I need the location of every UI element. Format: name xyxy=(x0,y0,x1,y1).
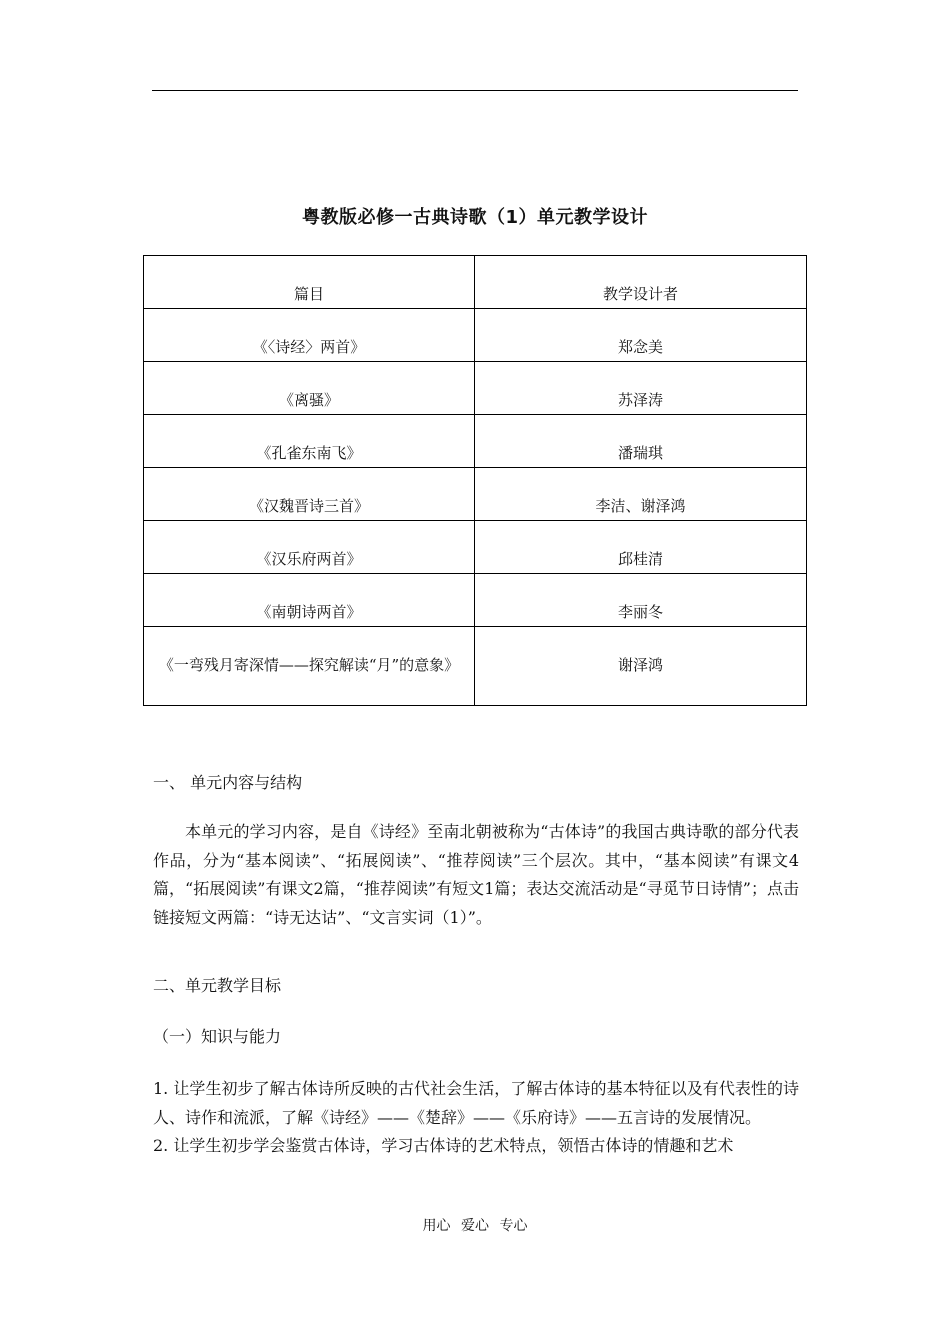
table-row xyxy=(144,468,807,521)
table-header-cell: 教学设计者 xyxy=(475,256,807,309)
content-structure-paragraph: 本单元的学习内容，是自《诗经》至南北朝被称为“古体诗”的我国古典诗歌的部分代表作品，分为“基本阅读”、“拓展阅读”、“推荐阅读”三个层次。其中，“基本阅读”有课文4篇，“拓展阅读”有课文2篇，“推荐阅读”有短文1篇；表达交流活动是“寻觅节日诗情”；点击链接短文两篇：“诗无达诂”、“文言实词（1）”。 xyxy=(153,822,799,927)
table-cell-title: 《离骚》 xyxy=(144,362,475,415)
goal-item-2: 2. 让学生初步学会鉴赏古体诗，学习古体诗的艺术特点，领悟古体诗的情趣和艺术 xyxy=(153,1136,734,1155)
goals-list xyxy=(153,1075,799,1161)
table-row xyxy=(144,521,807,574)
table-cell-title: 《孔雀东南飞》 xyxy=(144,415,475,468)
table-cell-designer: 邱桂清 xyxy=(475,521,807,574)
table-cell-designer: 谢泽鸿 xyxy=(475,627,807,706)
page-footer: 用心 爱心 专心 xyxy=(422,1218,528,1234)
table-cell-title: 《汉乐府两首》 xyxy=(144,521,475,574)
subheading-knowledge-ability: （一）知识与能力 xyxy=(153,1027,282,1046)
table-cell-title: 《一弯残月寄深情——探究解读“月”的意象》 xyxy=(144,627,475,706)
table-row xyxy=(144,309,807,362)
table-row xyxy=(144,627,807,706)
table-cell-designer: 苏泽涛 xyxy=(475,362,807,415)
table-header-row xyxy=(144,256,807,309)
header-rule xyxy=(152,90,798,91)
table-row xyxy=(144,574,807,627)
table-header-cell: 篇目 xyxy=(144,256,475,309)
table-cell-designer: 潘瑞琪 xyxy=(475,415,807,468)
section-heading-content-structure: 一、 单元内容与结构 xyxy=(153,773,303,792)
document-title: 粤教版必修一古典诗歌（1）单元教学设计 xyxy=(301,207,649,228)
section-heading-teaching-goals: 二、单元教学目标 xyxy=(153,976,282,995)
table-cell-title: 《南朝诗两首》 xyxy=(144,574,475,627)
goal-item-1: 1. 让学生初步了解古体诗所反映的古代社会生活，了解古体诗的基本特征以及有代表性的诗人、诗作和流派，了解《诗经》——《楚辞》——《乐府诗》——五言诗的发展情况。 xyxy=(153,1079,799,1127)
designers-table xyxy=(143,255,807,706)
table-row xyxy=(144,415,807,468)
table-cell-title: 《〈诗经〉两首》 xyxy=(144,309,475,362)
table-cell-designer: 郑念美 xyxy=(475,309,807,362)
table-cell-title: 《汉魏晋诗三首》 xyxy=(144,468,475,521)
table-cell-designer: 李丽冬 xyxy=(475,574,807,627)
table-row xyxy=(144,362,807,415)
table-cell-designer: 李洁、谢泽鸿 xyxy=(475,468,807,521)
